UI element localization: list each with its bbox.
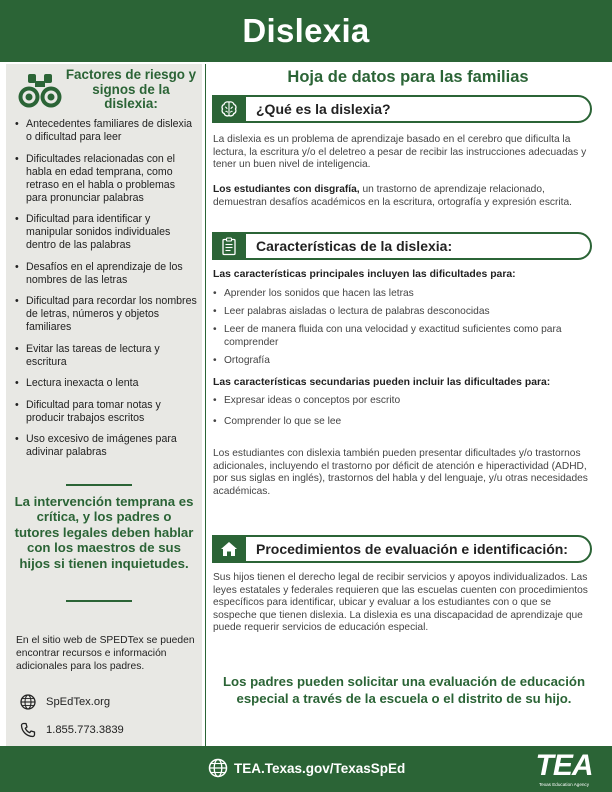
primary-characteristics-head: Las características principales incluyen las dificultades para: [213, 269, 516, 280]
footer [0, 746, 612, 792]
section-title: Procedimientos de evaluación e identificación: [256, 541, 568, 557]
list-item: • Uso excesivo de imágenes para adivinar palabras [14, 433, 198, 459]
intervention-callout: La intervención temprana es crítica, y los padres o tutores legales deben hablar con los maestros de sus hijos si tienen inquietudes. [14, 494, 194, 571]
divider-top [66, 484, 132, 486]
secondary-characteristics-list [213, 395, 593, 434]
section-characteristics [212, 232, 592, 260]
list-item: • Desafíos en el aprendizaje de los nombres de las letras [14, 261, 198, 287]
risk-list [14, 118, 198, 468]
icon-box [212, 95, 246, 123]
list-item: • Dificultad para recordar los nombres de letras, números y objetos familiares [14, 295, 198, 334]
page-title: Dislexia [242, 12, 370, 49]
tea-logo [522, 750, 606, 790]
legal-rights-paragraph: Sus hijos tienen el derecho legal de recibir servicios y apoyos individualizados. Las leyes estatales y federales requieren que las escuelas cuenten con procedimientos específicos para identificar, ubicar y evaluar a los estudiantes con o que se sospeche que tienen dislexia. La dislexia es una discapacidad de aprendizaje que puede requerir servicios de educación especial. [213, 572, 588, 634]
section-title: ¿Qué es la dislexia? [256, 101, 391, 117]
risk-title: Factores de riesgo y signos de la dislexia: [65, 67, 197, 111]
divider-bottom [66, 600, 132, 602]
list-item: • Leer palabras aisladas o lectura de palabras desconocidas [213, 306, 593, 319]
sped-resources-text: En el sitio web de SPEDTex se pueden encontrar recursos e información adicionales para los padres. [16, 635, 195, 672]
header-banner [0, 0, 612, 62]
phone-contact[interactable] [20, 722, 124, 738]
globe-icon [208, 758, 228, 778]
binoculars-icon [18, 72, 62, 110]
phone-number[interactable]: 1.855.773.3839 [46, 724, 124, 736]
primary-characteristics-list [213, 288, 593, 373]
icon-box [212, 535, 246, 563]
globe-icon [20, 694, 36, 710]
list-item: • Lectura inexacta o lenta [14, 377, 198, 390]
footer-website[interactable] [208, 758, 405, 778]
tea-logo-mark: TEA [535, 749, 593, 782]
list-item: • Comprender lo que se lee [213, 416, 593, 429]
section-title: Características de la dislexia: [256, 238, 453, 254]
website-contact[interactable] [20, 694, 110, 710]
list-item: • Leer de manera fluida con una velocidad y exactitud suficientes como para comprender [213, 324, 593, 349]
list-item: • Dificultades relacionadas con el habla en edad temprana, como retraso en el habla o problemas para pronunciar palabras [14, 153, 198, 205]
list-item: • Antecedentes familiares de dislexia o dificultad para leer [14, 118, 198, 144]
section-evaluation [212, 535, 592, 563]
dysgraphia-text: un trastorno de aprendizaje relacionado, demuestran desafíos académicos en la escritura, ortografía y expresión escrita. [213, 184, 573, 208]
footer-link-text[interactable]: TEA.Texas.gov/TexasSpEd [234, 760, 406, 776]
main-title: Hoja de datos para las familias [287, 68, 529, 86]
secondary-characteristics-head: Las características secundarias pueden incluir las dificultades para: [213, 377, 551, 388]
dysgraphia-lead: Los estudiantes con disgrafía, [213, 184, 360, 195]
column-divider [205, 64, 206, 746]
tea-logo-subtitle: Texas Education Agency [538, 782, 590, 787]
house-icon [219, 539, 239, 559]
additional-disorders-paragraph: Los estudiantes con dislexia también pueden presentar dificultades y/o trastornos adicionales, incluyendo el trastorno por déficit de atención e hiperactividad (ADHD, por sus siglas en inglés), trastornos del habla y del lenguaje, y/u otras necesidades académicas. [213, 448, 588, 497]
clipboard-icon [219, 236, 239, 256]
list-item: • Expresar ideas o conceptos por escrito [213, 395, 593, 408]
website-link[interactable]: SpEdTex.org [46, 696, 111, 708]
dyslexia-definition: La dislexia es un problema de aprendizaje basado en el cerebro que dificulta la lectura, la escritura y/o el deletreo a pesar de recibir las instrucciones adecuadas y tener un buen nivel de inteligencia. [213, 134, 587, 171]
list-item: • Evitar las tareas de lectura y escritura [14, 343, 198, 369]
list-item: • Dificultad para tomar notas y producir trabajos escritos [14, 399, 198, 425]
list-item: • Dificultad para identificar y manipular sonidos individuales dentro de las palabras [14, 213, 198, 252]
icon-box [212, 232, 246, 260]
dysgraphia-paragraph [213, 184, 593, 209]
closing-callout: Los padres pueden solicitar una evaluación de educación especial a través de la escuela o el distrito de su hijo. [222, 674, 586, 706]
section-what-is-dyslexia [212, 95, 592, 123]
brain-icon [219, 99, 239, 119]
risk-heading [14, 68, 198, 114]
list-item: • Aprender los sonidos que hacen las letras [213, 288, 593, 301]
list-item: • Ortografía [213, 355, 593, 368]
phone-icon [20, 722, 36, 738]
